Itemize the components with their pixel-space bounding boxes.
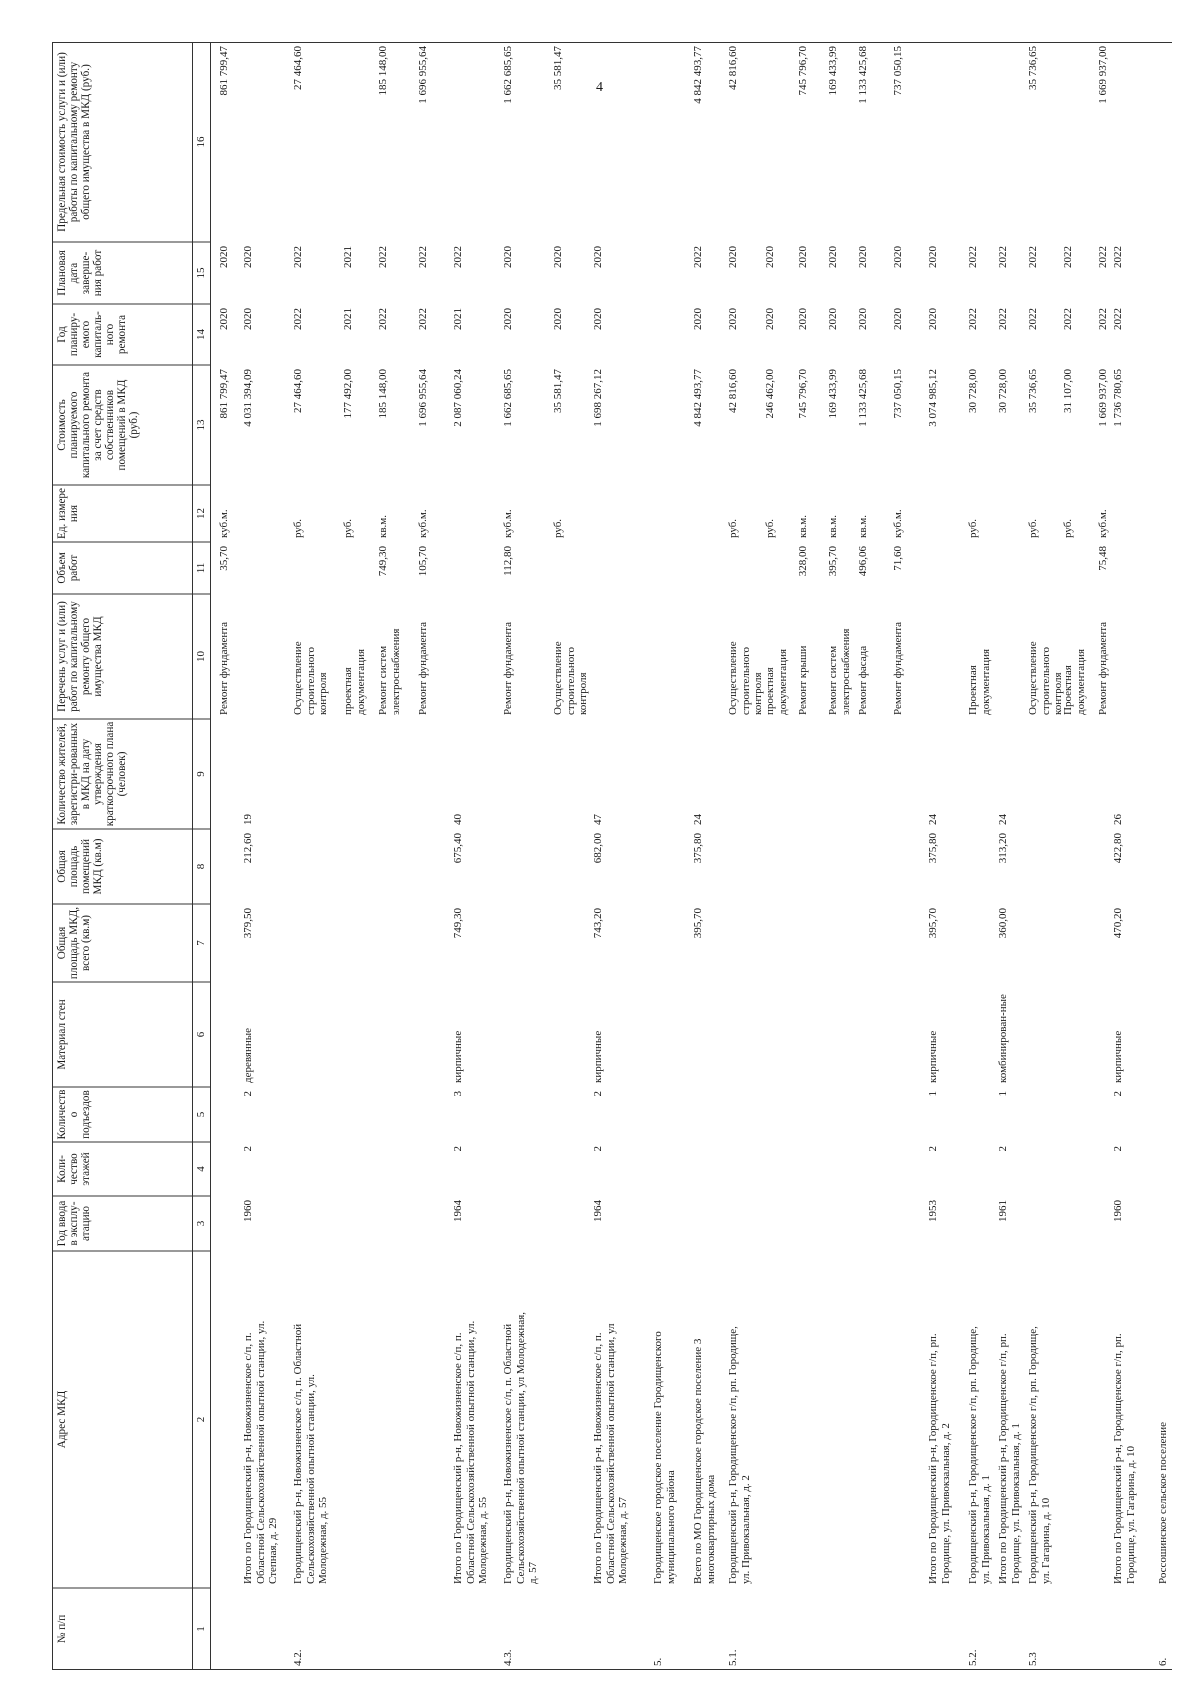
- cell-col-15: 2020: [242, 246, 254, 268]
- cell-col-15: 2022: [1027, 246, 1039, 268]
- cell-col-12: кв.м.: [827, 515, 839, 538]
- cell-col-16: 35 736,65: [1027, 46, 1039, 90]
- cell-col-8: 675,40: [452, 833, 464, 864]
- cell-col-13: 169 433,99: [827, 369, 839, 419]
- cell-col-12: кв.м.: [797, 515, 809, 538]
- cell-col-14: 2022: [967, 308, 979, 330]
- cell-col-15: 2022: [417, 246, 429, 268]
- header-cell: Год планиру-емого капиталь-ного ремонта: [56, 311, 128, 358]
- cell-col-10: Ремонт крыши: [797, 645, 809, 715]
- cell-col-1: 6.: [1157, 1657, 1169, 1666]
- cell-col-14: 2020: [592, 308, 604, 330]
- cell-col-12: руб.: [1027, 518, 1039, 538]
- cell-col-13: 2 087 060,24: [452, 369, 464, 427]
- cell-col-2: Городищенский р-н, Городищенское г/п, рп. Городище, ул. Привокзальная, д. 2: [727, 1326, 752, 1584]
- header-cell: Ед. измере ния: [56, 488, 80, 539]
- cell-col-10: Ремонт фундамента: [417, 621, 429, 715]
- cell-col-14: 2022: [997, 308, 1009, 330]
- cell-col-5: 1: [997, 1091, 1009, 1097]
- cell-col-15: 2022: [1112, 246, 1124, 268]
- cell-col-11: 328,00: [797, 546, 809, 577]
- header-cell: Перечень услуг и (или) работ по капитальному ремонту общего имущества МКД: [56, 601, 104, 712]
- cell-col-14: 2020: [857, 308, 869, 330]
- cell-col-16: 737 050,15: [892, 46, 904, 96]
- cell-col-13: 1 669 937,00: [1097, 369, 1109, 427]
- cell-col-14: 2022: [1097, 308, 1109, 330]
- cell-col-6: кирпичные: [1112, 1030, 1124, 1083]
- header-cell: Материал стен: [56, 999, 68, 1070]
- cell-col-12: руб.: [727, 518, 739, 538]
- cell-col-1: 4.3.: [502, 1649, 514, 1666]
- cell-col-10: Осуществление строительного контроля: [552, 641, 589, 715]
- cell-col-15: 2020: [927, 246, 939, 268]
- cell-col-1: 5.2.: [967, 1649, 979, 1666]
- column-number: 15: [195, 267, 207, 279]
- cell-col-10: проектная документация: [764, 648, 789, 715]
- cell-col-13: 30 728,00: [997, 369, 1009, 413]
- cell-col-10: Осуществление строительного контроля: [727, 641, 764, 715]
- header-cell: Общая площадь МКД, всего (кв.м): [56, 906, 92, 980]
- header-cell: Плановая дата заверше-ния работ: [56, 249, 104, 297]
- cell-col-7: 749,30: [452, 908, 464, 939]
- cell-col-11: 71,60: [892, 546, 904, 571]
- cell-col-6: кирпичные: [452, 1030, 464, 1083]
- cell-col-10: проектная документация: [342, 648, 367, 715]
- cell-col-14: 2020: [242, 308, 254, 330]
- cell-col-14: 2022: [1027, 308, 1039, 330]
- cell-col-13: 177 492,00: [342, 369, 354, 419]
- cell-col-16: 1 133 425,68: [857, 46, 869, 104]
- cell-col-3: 1960: [242, 1200, 254, 1222]
- cell-col-13: 1 736 780,65: [1112, 369, 1124, 427]
- cell-col-16: 42 816,60: [727, 46, 739, 90]
- header-cell: № п/п: [56, 1614, 68, 1644]
- cell-col-15: 2020: [764, 246, 776, 268]
- cell-col-10: Ремонт фундамента: [1097, 621, 1109, 715]
- cell-col-10: Ремонт фундамента: [502, 621, 514, 715]
- cell-col-13: 35 581,47: [552, 369, 564, 413]
- cell-col-13: 4 031 394,09: [242, 369, 254, 427]
- cell-col-8: 212,60: [242, 833, 254, 864]
- cell-col-15: 2022: [1097, 246, 1109, 268]
- cell-col-4: 2: [927, 1146, 939, 1152]
- cell-col-1: 4.2.: [292, 1649, 304, 1666]
- cell-col-14: 2022: [417, 308, 429, 330]
- cell-col-2: Итого по Городищенский р-н, Новожизненское с/п, п. Областной Сельскохозяйственной опытной станции, ул. Молодежная, д. 55: [452, 1320, 489, 1584]
- cell-col-7: 743,20: [592, 908, 604, 939]
- cell-col-10: Ремонт фундамента: [892, 621, 904, 715]
- cell-col-15: 2021: [342, 246, 354, 268]
- cell-col-3: 1964: [452, 1200, 464, 1222]
- cell-col-16: 169 433,99: [827, 46, 839, 96]
- cell-col-11: 496,06: [857, 546, 869, 577]
- cell-col-13: 35 736,65: [1027, 369, 1039, 413]
- cell-col-14: 2020: [727, 308, 739, 330]
- cell-col-6: кирпичные: [592, 1030, 604, 1083]
- header-cell: Общая площадь помещений МКД (кв.м): [56, 838, 104, 895]
- cell-col-7: 395,70: [927, 908, 939, 939]
- cell-col-9: 40: [452, 814, 464, 825]
- cell-col-13: 246 462,00: [764, 369, 776, 419]
- cell-col-2: Итого по Городищенский р-н, Городищенское г/п, рп. Городище, ул. Гагарина, д. 10: [1112, 1333, 1137, 1584]
- cell-col-13: 30 728,00: [967, 369, 979, 413]
- cell-col-15: 2020: [552, 246, 564, 268]
- cell-col-13: 1 662 685,65: [502, 369, 514, 427]
- cell-col-16: 1 669 937,00: [1097, 46, 1109, 104]
- cell-col-3: 1961: [997, 1200, 1009, 1222]
- header-cell: Год ввода в эксплу-атацию: [56, 1200, 92, 1247]
- column-number: 2: [195, 1416, 207, 1423]
- cell-col-5: 2: [1112, 1091, 1124, 1097]
- cell-col-14: 2022: [1112, 308, 1124, 330]
- cell-col-14: 2020: [797, 308, 809, 330]
- column-number: 10: [195, 651, 207, 662]
- cell-col-14: 2022: [1062, 308, 1074, 330]
- cell-col-10: Ремонт фундамента: [218, 621, 230, 715]
- cell-col-4: 2: [242, 1146, 254, 1152]
- cell-col-6: деревянные: [242, 1027, 254, 1083]
- cell-col-2: Всего по МО Городищенское городское поселение 3 многоквартирных дома: [692, 1338, 717, 1584]
- cell-col-7: 395,70: [692, 908, 704, 939]
- header-cell: Адрес МКД: [56, 1390, 68, 1449]
- cell-col-15: 2022: [377, 246, 389, 268]
- cell-col-16: 1 662 685,65: [502, 46, 514, 104]
- cell-col-14: 2020: [502, 308, 514, 330]
- cell-col-15: 2022: [452, 246, 464, 268]
- cell-col-15: 2020: [502, 246, 514, 268]
- cell-col-2: Городищенский р-н, Новожизненское с/п, п. Областной Сельскохозяйственной опытной станции, ул Молодежная, д. 57: [502, 1311, 539, 1584]
- cell-col-2: Городищенский р-н, Новожизненское с/п, п. Областной Сельскохозяйственной опытной станции, ул. Молодежная, д. 55: [292, 1323, 329, 1584]
- cell-col-9: 26: [1112, 814, 1124, 825]
- cell-col-2: Итого по Городищенский р-н, Городищенское г/п, рп. Городище, ул. Привокзальная, д. 2: [927, 1333, 952, 1584]
- cell-col-13: 745 796,70: [797, 369, 809, 419]
- header-cell: Стоимость планируемого капитального ремонта за счет средств собственников помещений в МКД (руб.): [56, 371, 140, 479]
- cell-col-5: 2: [592, 1091, 604, 1097]
- cell-col-5: 2: [242, 1091, 254, 1097]
- column-number: 11: [195, 562, 207, 574]
- cell-col-15: 2022: [997, 246, 1009, 268]
- repair-plan-table: [52, 42, 1172, 1670]
- cell-col-4: 2: [592, 1146, 604, 1152]
- cell-col-3: 1953: [927, 1200, 939, 1222]
- cell-col-14: 2020: [927, 308, 939, 330]
- cell-col-16: 35 581,47: [552, 46, 564, 90]
- cell-col-10: Ремонт систем электроснабжения: [377, 628, 402, 715]
- cell-col-13: 1 696 955,64: [417, 369, 429, 427]
- cell-col-4: 2: [452, 1146, 464, 1152]
- cell-col-10: Ремонт фасада: [857, 645, 869, 715]
- cell-col-4: 2: [997, 1146, 1009, 1152]
- cell-col-7: 470,20: [1112, 908, 1124, 939]
- cell-col-2: Городищенский р-н, Городищенское г/п, рп. Городище, ул. Привокзальная, д. 1: [967, 1326, 992, 1584]
- cell-col-12: руб.: [552, 518, 564, 538]
- cell-col-11: 75,48: [1097, 546, 1109, 571]
- cell-col-9: 24: [927, 814, 939, 825]
- cell-col-15: 2020: [727, 246, 739, 268]
- header-cell: Количество жителей, зарегистри-рованных в МКД на дату утверждения краткосрочного плана (человек): [56, 721, 128, 827]
- cell-col-13: 861 799,47: [218, 369, 230, 419]
- cell-col-15: 2020: [592, 246, 604, 268]
- cell-col-4: 2: [1112, 1146, 1124, 1152]
- cell-col-8: 375,80: [692, 833, 704, 864]
- cell-col-9: 19: [242, 814, 254, 825]
- cell-col-13: 27 464,60: [292, 369, 304, 413]
- header-cell: Объем работ: [56, 552, 80, 584]
- cell-col-8: 422,80: [1112, 833, 1124, 864]
- column-number: 9: [195, 771, 207, 777]
- column-number: 13: [195, 419, 207, 431]
- cell-col-16: 185 148,00: [377, 46, 389, 96]
- cell-col-16: 4 842 493,77: [692, 46, 704, 104]
- cell-col-14: 2022: [292, 308, 304, 330]
- cell-col-9: 47: [592, 814, 604, 825]
- cell-col-12: руб.: [1062, 518, 1074, 538]
- cell-col-16: 1 696 955,64: [417, 46, 429, 104]
- column-number: 5: [195, 1111, 207, 1118]
- cell-col-9: 24: [692, 814, 704, 825]
- cell-col-7: 360,00: [997, 908, 1009, 939]
- cell-col-13: 4 842 493,77: [692, 369, 704, 427]
- cell-col-13: 31 107,00: [1062, 369, 1074, 413]
- cell-col-12: куб.м.: [1097, 509, 1109, 538]
- cell-col-11: 35,70: [218, 546, 230, 571]
- cell-col-7: 379,50: [242, 908, 254, 939]
- cell-col-1: 5.3: [1027, 1652, 1039, 1666]
- cell-col-10: Проектная документация: [967, 648, 992, 715]
- cell-col-12: кв.м.: [857, 515, 869, 538]
- cell-col-10: Ремонт систем электроснабжения: [827, 628, 852, 715]
- page-number: 4: [596, 80, 603, 95]
- cell-col-10: Осуществление строительного контроля: [292, 641, 329, 715]
- header-cell: Коли-чество этажей: [56, 1152, 92, 1186]
- cell-col-13: 1 133 425,68: [857, 369, 869, 427]
- column-number: 12: [195, 508, 207, 519]
- cell-col-16: 27 464,60: [292, 46, 304, 90]
- cell-col-5: 1: [927, 1091, 939, 1097]
- column-number: 14: [195, 329, 207, 340]
- cell-col-15: 2022: [967, 246, 979, 268]
- cell-col-12: руб.: [342, 518, 354, 538]
- cell-col-2: Россошинское сельское поселение: [1157, 1422, 1169, 1584]
- cell-col-12: руб.: [967, 518, 979, 538]
- cell-col-15: 2020: [892, 246, 904, 268]
- cell-col-13: 737 050,15: [892, 369, 904, 419]
- cell-col-12: куб.м.: [892, 509, 904, 538]
- column-number: 8: [195, 863, 207, 870]
- cell-col-14: 2020: [692, 308, 704, 330]
- column-number: 4: [195, 1166, 207, 1172]
- cell-col-12: куб.м.: [502, 509, 514, 538]
- cell-col-13: 3 074 985,12: [927, 369, 939, 427]
- cell-col-16: 861 799,47: [218, 46, 230, 96]
- cell-col-6: комбинирован-ные: [997, 994, 1009, 1083]
- cell-col-10: Осуществление строительного контроля: [1027, 641, 1064, 715]
- cell-col-15: 2020: [827, 246, 839, 268]
- cell-col-11: 112,80: [502, 546, 514, 576]
- cell-col-10: Проектная документация: [1062, 648, 1087, 715]
- cell-col-6: кирпичные: [927, 1030, 939, 1083]
- cell-col-9: 24: [997, 814, 1009, 825]
- cell-col-1: 5.: [652, 1657, 664, 1666]
- cell-col-14: 2021: [452, 308, 464, 330]
- column-number: 1: [195, 1626, 207, 1632]
- cell-col-8: 313,20: [997, 833, 1009, 864]
- cell-col-8: 375,80: [927, 833, 939, 864]
- cell-col-13: 42 816,60: [727, 369, 739, 413]
- cell-col-14: 2020: [764, 308, 776, 330]
- header-cell: Предельная стоимость услуги и (или) работы по капитальному ремонту общего имущества в МКД (руб.): [56, 52, 92, 232]
- column-number: 3: [195, 1220, 207, 1227]
- cell-col-15: 2022: [1062, 246, 1074, 268]
- cell-col-12: куб.м.: [218, 509, 230, 538]
- cell-col-14: 2020: [827, 308, 839, 330]
- column-number: 16: [195, 136, 207, 148]
- cell-col-16: 745 796,70: [797, 46, 809, 96]
- cell-col-2: Городищенское городское поселение Городищенского муниципального района: [652, 1331, 677, 1584]
- cell-col-5: 3: [452, 1091, 464, 1097]
- cell-col-2: Итого по Городищенский р-н, Новожизненское с/п, п. Областной Сельскохозяйственной опытной станции, ул. Степная, д. 29: [242, 1320, 279, 1584]
- cell-col-14: 2020: [552, 308, 564, 330]
- cell-col-15: 2022: [292, 246, 304, 268]
- cell-col-14: 2021: [342, 308, 354, 330]
- cell-col-12: куб.м.: [417, 509, 429, 538]
- cell-col-15: 2020: [857, 246, 869, 268]
- cell-col-2: Итого по Городищенский р-н, Новожизненское с/п, п. Областной Сельскохозяйственной опытной станции, ул Молодежная, д. 57: [592, 1323, 629, 1584]
- cell-col-12: руб.: [764, 518, 776, 538]
- cell-col-3: 1960: [1112, 1200, 1124, 1222]
- cell-col-2: Итого по Городищенский р-н, Городищенское г/п, рп. Городище, ул. Привокзальная, д. 1: [997, 1333, 1022, 1584]
- cell-col-11: 395,70: [827, 546, 839, 577]
- cell-col-8: 682,00: [592, 833, 604, 864]
- cell-col-1: 5.1.: [727, 1649, 739, 1666]
- cell-col-14: 2020: [218, 308, 230, 330]
- cell-col-13: 1 698 267,12: [592, 369, 604, 427]
- cell-col-12: руб.: [292, 518, 304, 538]
- cell-col-11: 105,70: [417, 546, 429, 577]
- header-cell: Количество подъездов: [56, 1089, 92, 1140]
- column-number: 6: [195, 1031, 207, 1038]
- cell-col-14: 2020: [892, 308, 904, 330]
- cell-col-14: 2022: [377, 308, 389, 330]
- cell-col-15: 2022: [692, 246, 704, 268]
- column-number: 7: [195, 940, 207, 946]
- cell-col-15: 2020: [797, 246, 809, 268]
- cell-col-11: 749,30: [377, 546, 389, 577]
- cell-col-15: 2020: [218, 246, 230, 268]
- cell-col-2: Городищенский р-н, Городищенское г/п, рп. Городище, ул. Гагарина, д. 10: [1027, 1326, 1052, 1584]
- cell-col-13: 185 148,00: [377, 369, 389, 419]
- cell-col-12: кв.м.: [377, 515, 389, 538]
- cell-col-3: 1964: [592, 1200, 604, 1222]
